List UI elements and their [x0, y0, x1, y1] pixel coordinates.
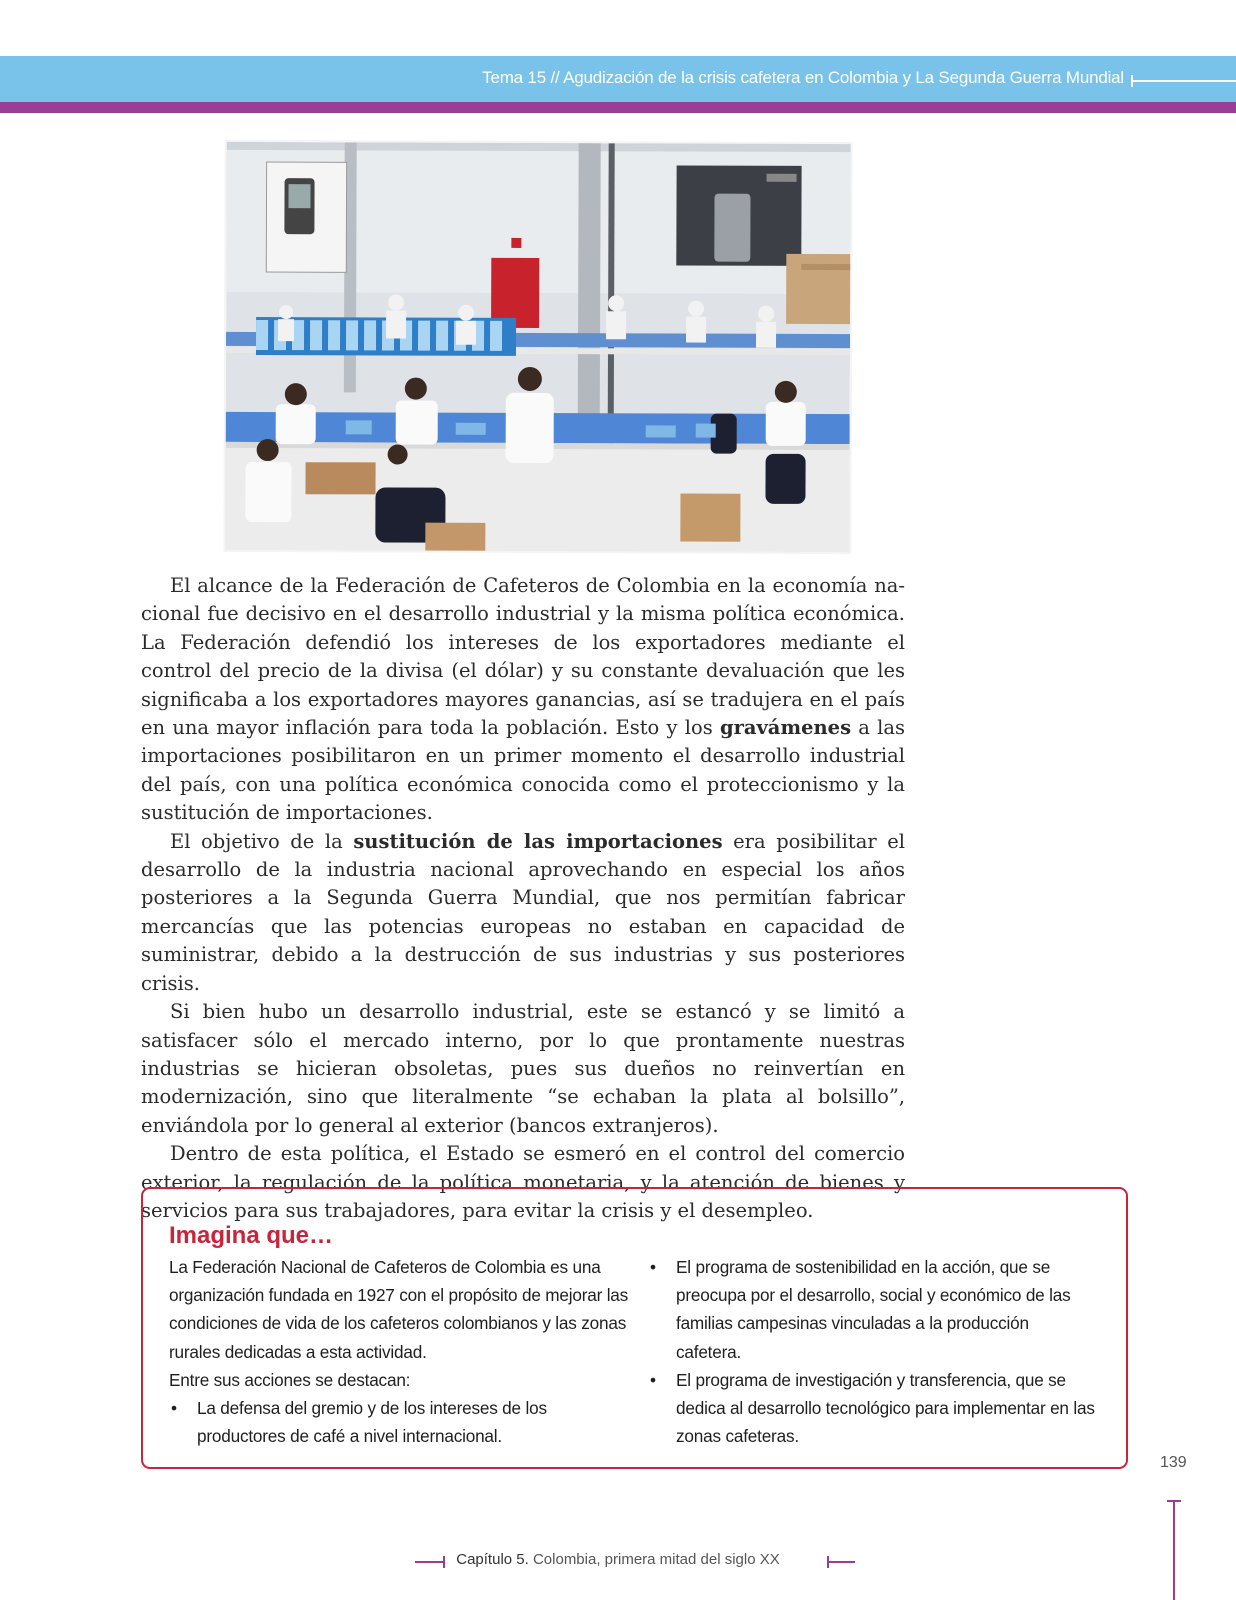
imagine-intro: La Federación Nacional de Cafeteros de Colombia es una organización fundada en 1927 con el propósito de mejorar las condiciones de vida de los cafeteros colombianos y las zonas rurales dedicadas a esta actividad.: [169, 1257, 629, 1362]
imagine-left-column: [169, 1253, 629, 1450]
paragraph-2: [141, 828, 905, 998]
factory-photo-illustration: [225, 142, 850, 552]
body-text: [141, 572, 905, 1225]
imagine-bullet-right-1: [648, 1253, 1098, 1366]
imagine-bullet-text: La defensa del gremio y de los intereses de los productores de café a nivel internacional.: [197, 1398, 547, 1447]
paragraph-2-part-b: era posibilitar el desarrollo de la industria nacional aprovechando en especial los años posteriores a la Segunda Guerra Mundial, que nos permitían fabricar mercancías que las potencias europeas no estaban en capacidad de suministrar, debido a la destrucción de sus industrias y sus posteriores crisis.: [141, 829, 905, 995]
imagine-bullet-right-2: [648, 1366, 1098, 1451]
footer-subtitle: Colombia, primera mitad del siglo XX: [528, 1551, 780, 1568]
header-rule-tick: [1131, 75, 1133, 87]
factory-photo: [225, 142, 850, 552]
footer-chapter: Capítulo 5.: [456, 1551, 529, 1568]
paragraph-2-part-a: El objetivo de la: [170, 829, 354, 853]
paragraph-1-part-b: a las importaciones posibilitaron en un primer momento el desarrollo industrial del país, con una política económica conocida como el proteccionismo y la sustitución de importaciones.: [141, 716, 905, 825]
paragraph-1: [141, 572, 905, 828]
paragraph-4: Dentro de esta política, el Estado se esmeró en el control del comercio exterior, la regulación de la política monetaria, y la atención de bienes y servicios para sus trabajadores, para evitar la crisis y el desempleo.: [141, 1142, 905, 1222]
imagine-title: Imagina que…: [169, 1222, 334, 1249]
imagine-bullet-left-1: [169, 1394, 629, 1450]
bullet-icon: •: [171, 1398, 177, 1419]
page-number: 139: [1160, 1454, 1187, 1471]
header-title: Tema 15 // Agudización de la crisis cafetera en Colombia y La Segunda Guerra Mundial: [482, 68, 1124, 87]
imagine-lead: Entre sus acciones se destacan:: [169, 1369, 411, 1390]
imagine-bullet-text: El programa de investigación y transferencia, que se dedica al desarrollo tecnológico para implementar en las zonas cafeteras.: [676, 1369, 1095, 1447]
imagine-bullet-text: El programa de sostenibilidad en la acción, que se preocupa por el desarrollo, social y económico de las familias campesinas vinculadas a la producción cafetera.: [676, 1257, 1071, 1362]
imagine-right-column: [648, 1253, 1098, 1450]
header-stripe: [0, 102, 1236, 113]
term-gravamenes: gravámenes: [719, 716, 852, 740]
bullet-icon: •: [650, 1369, 656, 1390]
header-rule: [1131, 80, 1236, 82]
paragraph-1-part-a: El alcance de la Federación de Cafeteros de Colombia en la economía nacional fue decisivo en el desarrollo industrial y la misma política económica. La Federación defendió los intereses de los exportadores mediante el control del precio de la divisa (el dólar) y su constante devaluación que les significaba a los exportadores mayores ganancias, así se tradujera en el país en una mayor inflación para toda la población. Esto y los: [141, 574, 905, 740]
term-sustitucion: sustitución de las importaciones: [353, 829, 723, 853]
side-rule: [1173, 1500, 1175, 1600]
bullet-icon: •: [650, 1257, 656, 1277]
paragraph-3: Si bien hubo un desarrollo industrial, este se estancó y se limitó a satisfacer sólo el mercado interno, por lo que prontamente nuestras industrias se hicieran obsoletas, pues sus dueños no reinvertían en modernización, sino que literalmente “se echaban la plata al bolsillo”, enviándola por lo general al exterior (bancos extranjeros).: [141, 1000, 905, 1137]
footer: [0, 1551, 1236, 1568]
